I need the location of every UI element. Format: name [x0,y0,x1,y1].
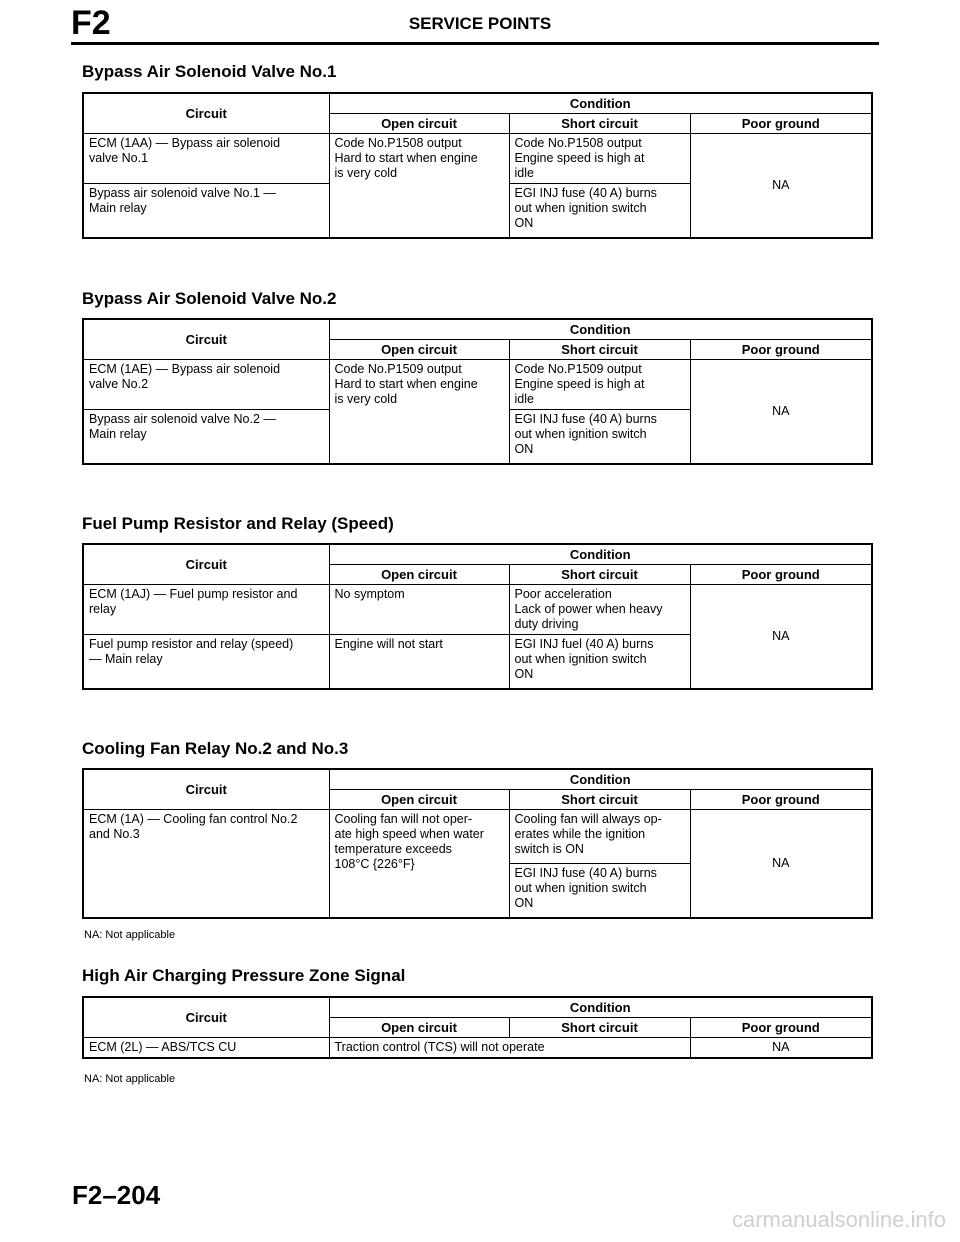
circuit-header: Circuit [83,93,329,134]
poor-ground-cell: NA [690,1038,872,1059]
circuit-cell: ECM (1AE) — Bypass air solenoid valve No.2 [83,360,329,410]
page-header [0,0,960,46]
condition-header: Condition [329,93,872,114]
short-circuit-cell: EGI INJ fuse (40 A) burns out when ignition switch ON [509,184,690,238]
poor-ground-cell: NA [690,360,872,464]
combined-condition-cell: Traction control (TCS) will not operate [329,1038,690,1059]
short-circuit-header: Short circuit [509,114,690,134]
condition-header: Condition [329,544,872,565]
circuit-header: Circuit [83,544,329,585]
condition-header: Condition [329,997,872,1018]
section-title: Bypass Air Solenoid Valve No.2 [82,289,337,308]
poor-ground-header: Poor ground [690,114,872,134]
open-circuit-cell: No symptom [329,585,509,635]
condition-table [82,318,873,465]
circuit-cell: ECM (1AJ) — Fuel pump resistor and relay [83,585,329,635]
open-circuit-cell: Code No.P1508 output Hard to start when engine is very cold [329,134,509,238]
poor-ground-cell: NA [690,585,872,689]
short-circuit-header: Short circuit [509,790,690,810]
page-number: F2–204 [72,1180,161,1210]
short-circuit-cell: Cooling fan will always op- erates while the ignition switch is ON [509,810,690,864]
open-circuit-header: Open circuit [329,114,509,134]
open-circuit-cell: Cooling fan will not oper- ate high speed when water temperature exceeds 108°C {226°F} [329,810,509,918]
circuit-cell: Bypass air solenoid valve No.2 — Main relay [83,410,329,464]
section-title: Cooling Fan Relay No.2 and No.3 [82,739,349,758]
circuit-cell: ECM (2L) — ABS/TCS CU [83,1038,329,1059]
poor-ground-header: Poor ground [690,340,872,360]
short-circuit-cell: EGI INJ fuse (40 A) burns out when ignition switch ON [509,864,690,918]
condition-header: Condition [329,319,872,340]
short-circuit-cell: Poor acceleration Lack of power when heavy duty driving [509,585,690,635]
open-circuit-header: Open circuit [329,790,509,810]
watermark: carmanualsonline.info [731,1207,946,1232]
poor-ground-header: Poor ground [690,790,872,810]
circuit-header: Circuit [83,997,329,1038]
open-circuit-header: Open circuit [329,340,509,360]
open-circuit-cell: Code No.P1509 output Hard to start when engine is very cold [329,360,509,464]
condition-header: Condition [329,769,872,790]
open-circuit-cell: Engine will not start [329,635,509,689]
table-note: NA: Not applicable [84,929,176,941]
poor-ground-cell: NA [690,810,872,918]
condition-table [82,768,873,919]
short-circuit-cell: EGI INJ fuse (40 A) burns out when ignition switch ON [509,410,690,464]
table-note: NA: Not applicable [84,1073,176,1085]
circuit-header: Circuit [83,769,329,810]
short-circuit-cell: Code No.P1508 output Engine speed is high at idle [509,134,690,184]
circuit-cell: ECM (1A) — Cooling fan control No.2 and No.3 [83,810,329,918]
open-circuit-header: Open circuit [329,1018,509,1038]
condition-table [82,92,873,239]
short-circuit-header: Short circuit [509,340,690,360]
circuit-header: Circuit [83,319,329,360]
circuit-cell: Bypass air solenoid valve No.1 — Main relay [83,184,329,238]
short-circuit-header: Short circuit [509,1018,690,1038]
section-title: Bypass Air Solenoid Valve No.1 [82,62,337,81]
short-circuit-cell: EGI INJ fuel (40 A) burns out when ignition switch ON [509,635,690,689]
header-rule [71,42,879,45]
open-circuit-header: Open circuit [329,565,509,585]
poor-ground-header: Poor ground [690,565,872,585]
condition-table [82,543,873,690]
poor-ground-cell: NA [690,134,872,238]
condition-table [82,996,873,1059]
section-title: Fuel Pump Resistor and Relay (Speed) [82,514,394,533]
circuit-cell: ECM (1AA) — Bypass air solenoid valve No.1 [83,134,329,184]
circuit-cell: Fuel pump resistor and relay (speed) — Main relay [83,635,329,689]
poor-ground-header: Poor ground [690,1018,872,1038]
short-circuit-cell: Code No.P1509 output Engine speed is high at idle [509,360,690,410]
section-code: F2 [71,4,111,42]
page-title: SERVICE POINTS [408,14,552,33]
section-title: High Air Charging Pressure Zone Signal [82,966,406,985]
short-circuit-header: Short circuit [509,565,690,585]
